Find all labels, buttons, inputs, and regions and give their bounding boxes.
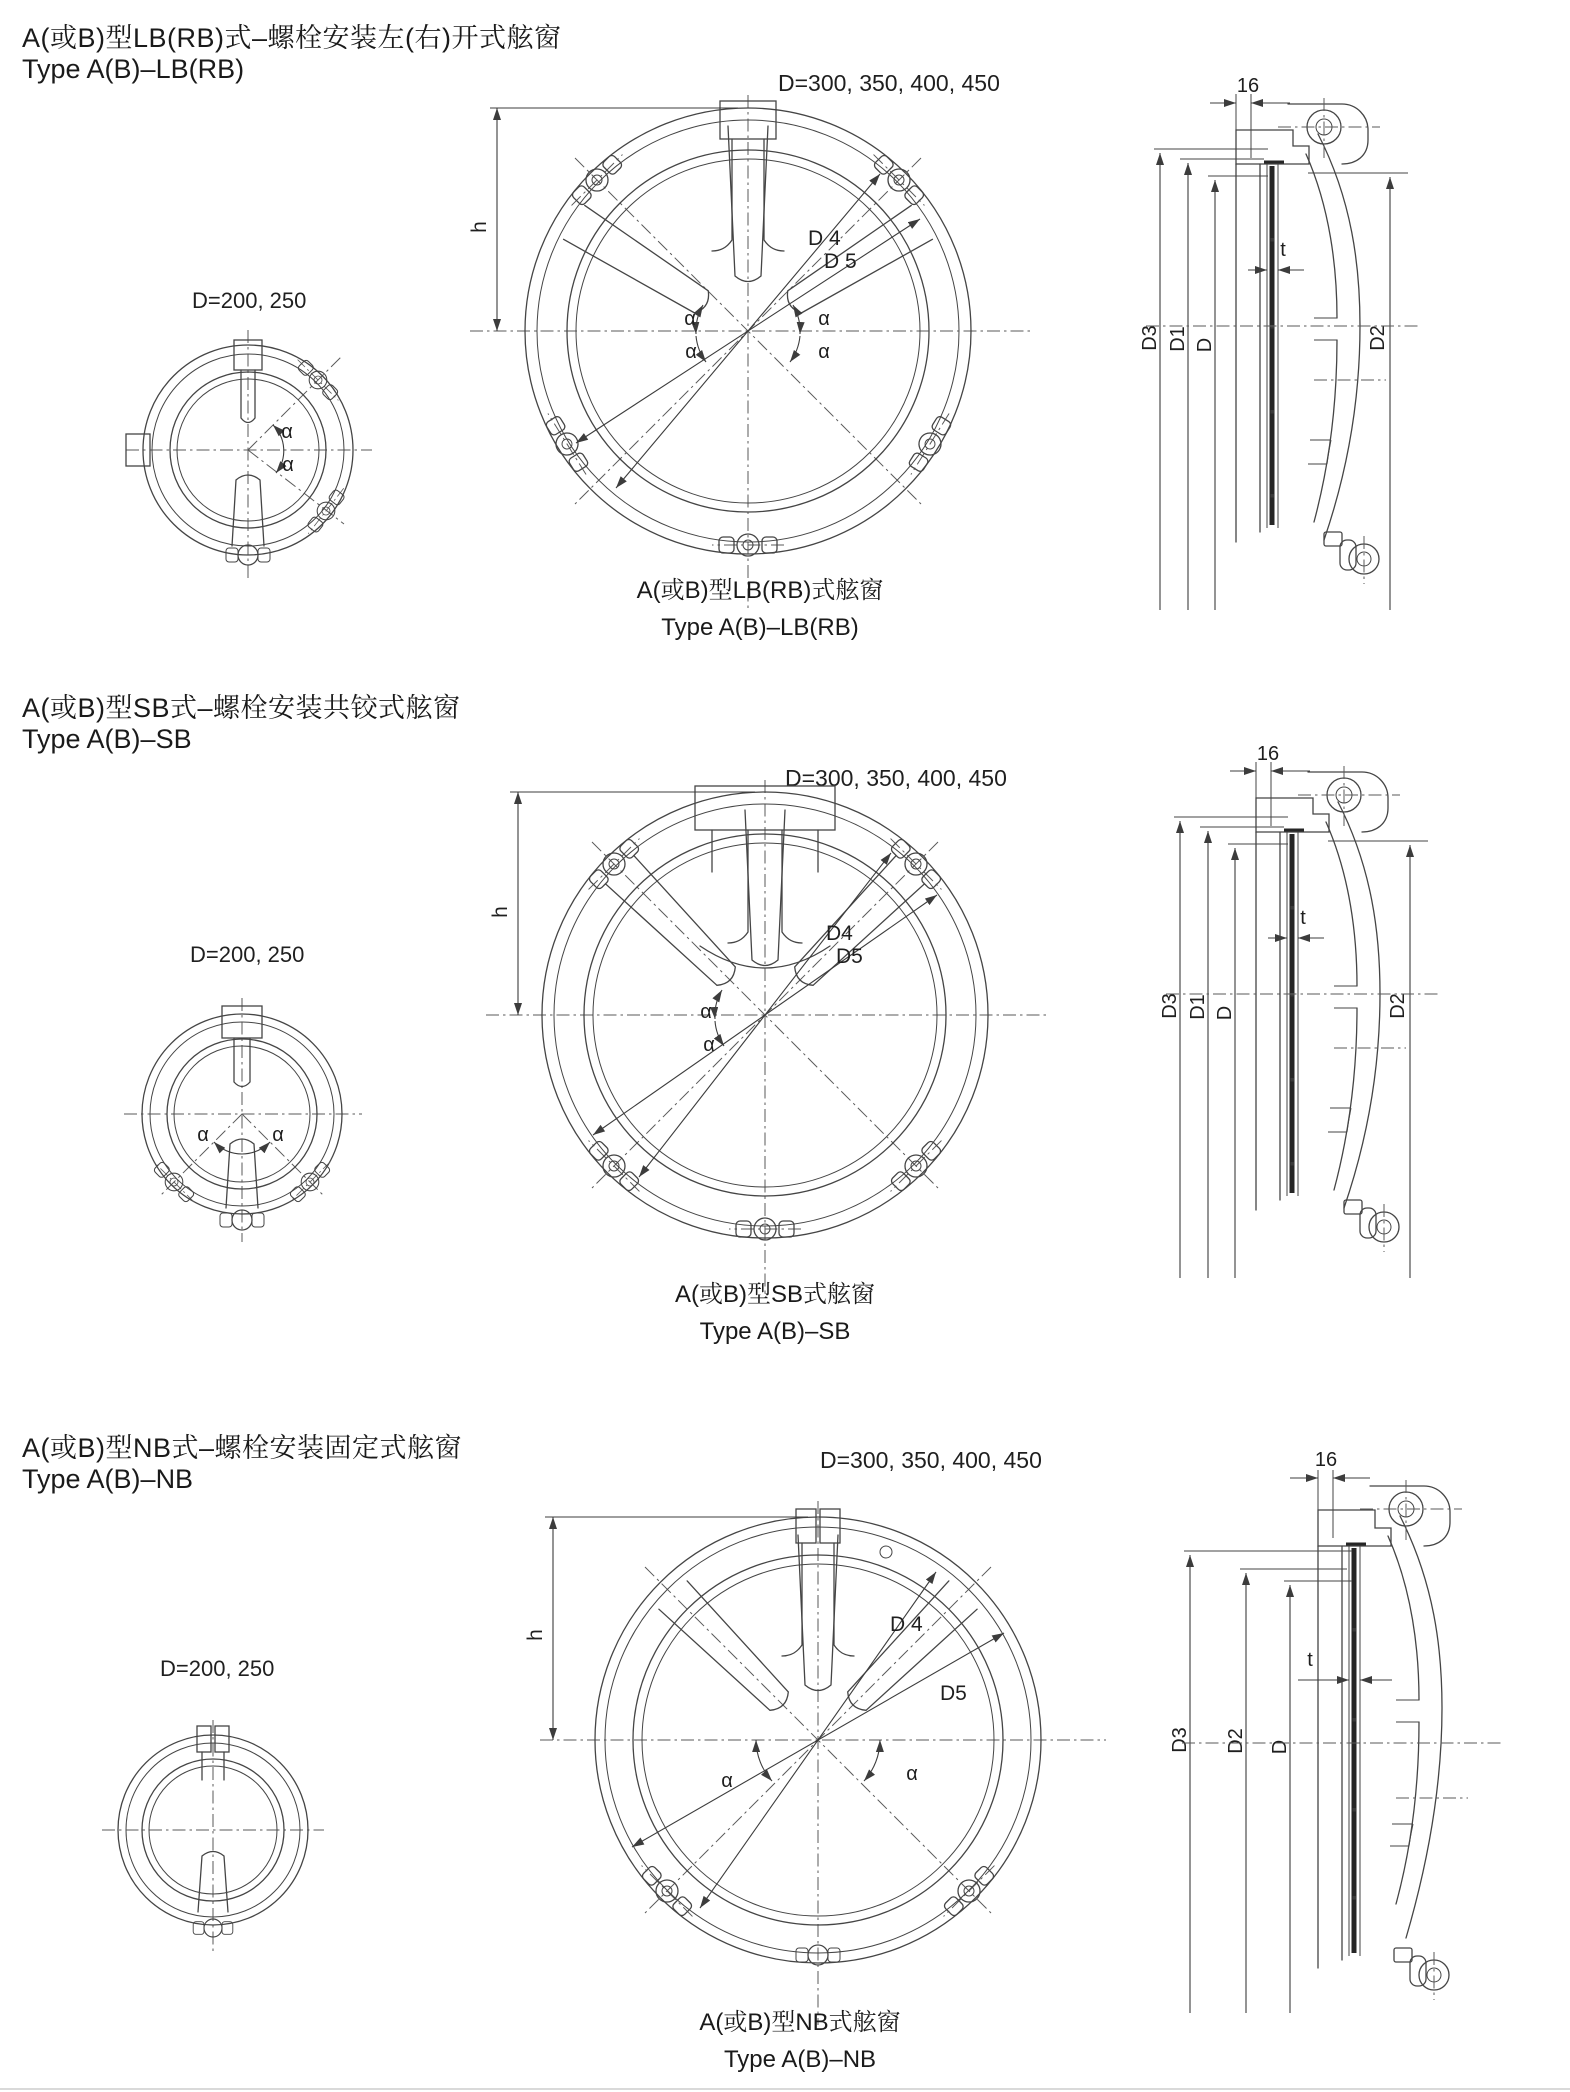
section1-small-alpha1: α: [281, 421, 293, 443]
section2-small-front-view: [110, 930, 400, 1270]
section1-large-d-label: D=300, 350, 400, 450: [778, 70, 1000, 96]
section1-small-d-label: D=200, 250: [192, 288, 307, 313]
section2-d4-label: D4: [826, 922, 853, 945]
section2-small-alpha2: α: [272, 1124, 284, 1146]
section2-d-label: D: [1214, 1005, 1236, 1021]
section3-title-zh: A(或B)型NB式–螺栓安装固定式舷窗: [22, 1433, 463, 1463]
section1-caption-en: Type A(B)–LB(RB): [661, 614, 859, 641]
section3-title-en: Type A(B)–NB: [22, 1464, 194, 1494]
section1-alpha4: α: [818, 341, 830, 363]
section2-small-d-label: D=200, 250: [190, 942, 305, 967]
section1-caption-zh: A(或B)型LB(RB)式舷窗: [636, 577, 884, 604]
section3-16-label: 16: [1314, 1449, 1338, 1471]
section3-d3-label: D3: [1169, 1727, 1191, 1753]
section1-small-alpha2: α: [282, 454, 294, 476]
section1-16-label: 16: [1236, 75, 1260, 97]
section2-alpha1: α: [700, 1001, 712, 1023]
section1-h-label: h: [468, 221, 491, 233]
section3-small-front-view: [90, 1640, 360, 1970]
section2-d2-label: D2: [1387, 993, 1409, 1019]
section1-d3-label: D3: [1139, 325, 1161, 351]
section2-h-label: h: [489, 906, 512, 918]
section3-caption-zh: A(或B)型NB式舷窗: [699, 2009, 901, 2036]
section2-d5-label: D5: [836, 945, 863, 968]
section1-side-view: [1118, 70, 1568, 615]
section1-t-label: t: [1280, 239, 1286, 261]
page-bottom-edge: [0, 2088, 1570, 2090]
section1-d-label: D: [1194, 337, 1216, 353]
section3-large-d-label: D=300, 350, 400, 450: [820, 1447, 1042, 1473]
section2-large-front-view: [450, 750, 1110, 1360]
section3-caption-en: Type A(B)–NB: [723, 2046, 877, 2073]
section3-h-label: h: [524, 1629, 547, 1641]
section3-caption: [590, 2004, 1010, 2078]
section3-d5-label: D5: [940, 1682, 967, 1705]
section2-title-zh: A(或B)型SB式–螺栓安装共铰式舷窗: [22, 693, 461, 723]
section1-small-front-view: [120, 278, 410, 608]
section1-alpha2: α: [685, 341, 697, 363]
section1-title-zh: A(或B)型LB(RB)式–螺栓安装左(右)开式舷窗: [22, 23, 562, 53]
section1-d1-label: D1: [1167, 326, 1189, 352]
section2-16-label: 16: [1256, 743, 1280, 765]
section2-large-d-label: D=300, 350, 400, 450: [785, 765, 1007, 791]
section3-small-d-label: D=200, 250: [160, 1656, 275, 1681]
section1-alpha3: α: [818, 308, 830, 330]
section3-alpha2: α: [906, 1763, 918, 1785]
section1-alpha1: α: [684, 308, 696, 330]
section1-caption: [550, 572, 970, 646]
section3-alpha1: α: [721, 1770, 733, 1792]
section2-d3-label: D3: [1159, 993, 1181, 1019]
section1-d4-label: D 4: [808, 227, 841, 250]
section1-d2-label: D2: [1367, 325, 1389, 351]
section2-caption-zh: A(或B)型SB式舷窗: [674, 1281, 875, 1308]
section2-d1-label: D1: [1187, 994, 1209, 1020]
section2-title-en: Type A(B)–SB: [22, 724, 192, 754]
section2-small-alpha1: α: [197, 1124, 209, 1146]
section3-large-front-view: [500, 1435, 1170, 2065]
section3-d2-label: D2: [1225, 1728, 1247, 1754]
section2-caption: [565, 1276, 985, 1350]
section2-t-label: t: [1300, 907, 1306, 929]
section3-d-label: D: [1269, 1739, 1291, 1755]
section1-d5-label: D 5: [824, 250, 857, 273]
section3-d4-label: D 4: [890, 1613, 923, 1636]
section2-caption-en: Type A(B)–SB: [699, 1318, 851, 1345]
section2-alpha2: α: [703, 1034, 715, 1056]
section2-side-view: [1138, 738, 1570, 1283]
section3-t-label: t: [1307, 1649, 1313, 1671]
section3-side-view: [1142, 1428, 1570, 2018]
section1-title-en: Type A(B)–LB(RB): [22, 54, 245, 84]
